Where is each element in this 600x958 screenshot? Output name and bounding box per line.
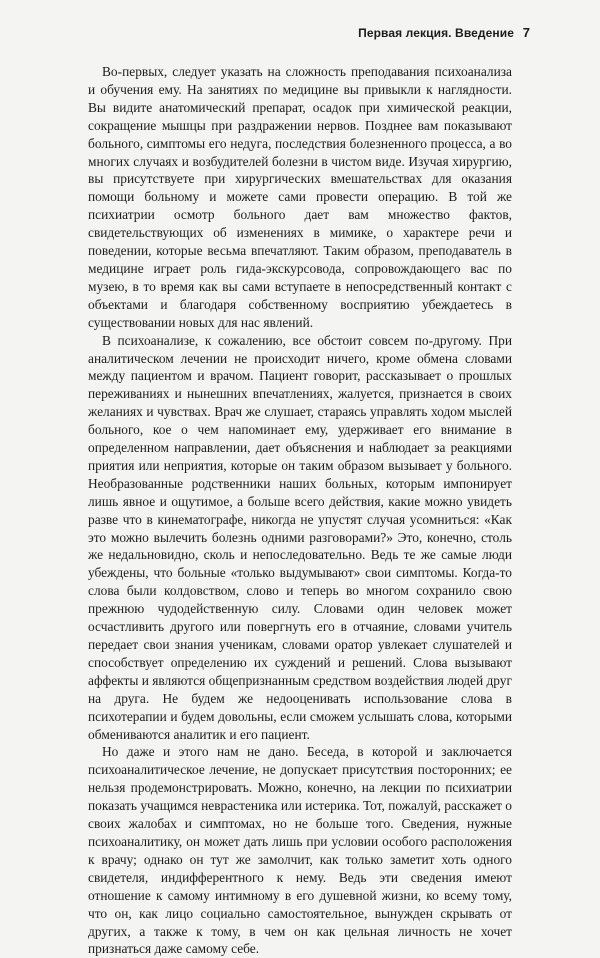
- paragraph-2: В психоанализе, к сожалению, все обстоит совсем по-другому. При аналитическом лечении не происходит ничего, кроме обмена словами между пациентом и врачом. Пациент говорит, рассказывает о прошлых переживаниях и нынешних впечатлениях, жалуется, признается в своих желаниях и чувствах. Врач же слушает, стараясь управлять ходом мыслей больного, кое о чем напоминает ему, удерживает его внимание в определенном направлении, дает объяснения и наблюдает за реакциями приятия или неприятия, которые он таким образом вызывает у больного. Необразованные родственники наших больных, которым импонирует лишь явное и ощутимое, а больше всего действия, какие можно увидеть разве что в кинематографе, никогда не упустят случая усомниться: «Как это можно вылечить болезнь одними разговорами?» Это, конечно, столь же недальновидно, сколь и непоследовательно. Ведь те же самые люди убеждены, что больные «только выдумывают» свои симптомы. Когда-то слова были колдовством, слово и теперь во многом сохранило свою прежнюю чудодейственную силу. Словами один человек может осчастливить другого или повергнуть его в отчаяние, словами учитель передает свои знания ученикам, словами оратор увлекает слушателей и способствует определению их суждений и решений. Слова вызывают аффекты и являются общепризнанным средством воздействия людей друг на друга. Не будем же недооценивать использование слова в психотерапии и будем довольны, если сможем услышать слова, которыми обмениваются аналитик и его пациент.: [88, 332, 512, 742]
- page-number: 7: [522, 25, 530, 40]
- running-header: Первая лекция. Введение: [358, 26, 514, 40]
- body-text: [88, 63, 512, 958]
- paragraph-1: Во-первых, следует указать на сложность преподавания психоанализа и обучения ему. На занятиях по медицине вы привыкли к наглядности. Вы видите анатомический препарат, осадок при химической реакции, сокращение мышцы при раздражении нервов. Позднее вам показывают больного, симптомы его недуга, последствия болезненного процесса, а во многих случаях и возбудителей болезни в чистом виде. Изучая хирургию, вы присутствуете при хирургических вмешательствах для оказания помощи больному и можете сами провести операцию. В той же психиатрии осмотр больного дает вам множество фактов, свидетельствующих об изменениях в мимике, о характере речи и поведении, которые весьма впечатляют. Таким образом, преподаватель в медицине играет роль гида-экскурсовода, сопровождающего вас по музею, в то время как вы сами вступаете в непосредственный контакт с объектами и благодаря собственному восприятию убеждаетесь в существовании новых для нас явлений.: [88, 64, 512, 330]
- paragraph-3: Но даже и этого нам не дано. Беседа, в которой и заключается психоаналитическое лечение, не допускает присутствия посторонних; ее нельзя продемонстрировать. Можно, конечно, на лекции по психиатрии показать учащимся неврастеника или истерика. Тот, пожалуй, расскажет о своих жалобах и симптомах, но не больше того. Сведения, нужные психоаналитику, он может дать лишь при условии особого расположения к врачу; однако он тут же замолчит, как только заметит хоть одного свидетеля, индифферентного к нему. Ведь эти сведения имеют отношение к самому интимному в его душевной жизни, ко всему тому, что он, как лицо социально самостоятельное, вынужден скрывать от других, а также к тому, в чем он как цельная личность не хочет признаться даже самому себе.: [88, 744, 512, 957]
